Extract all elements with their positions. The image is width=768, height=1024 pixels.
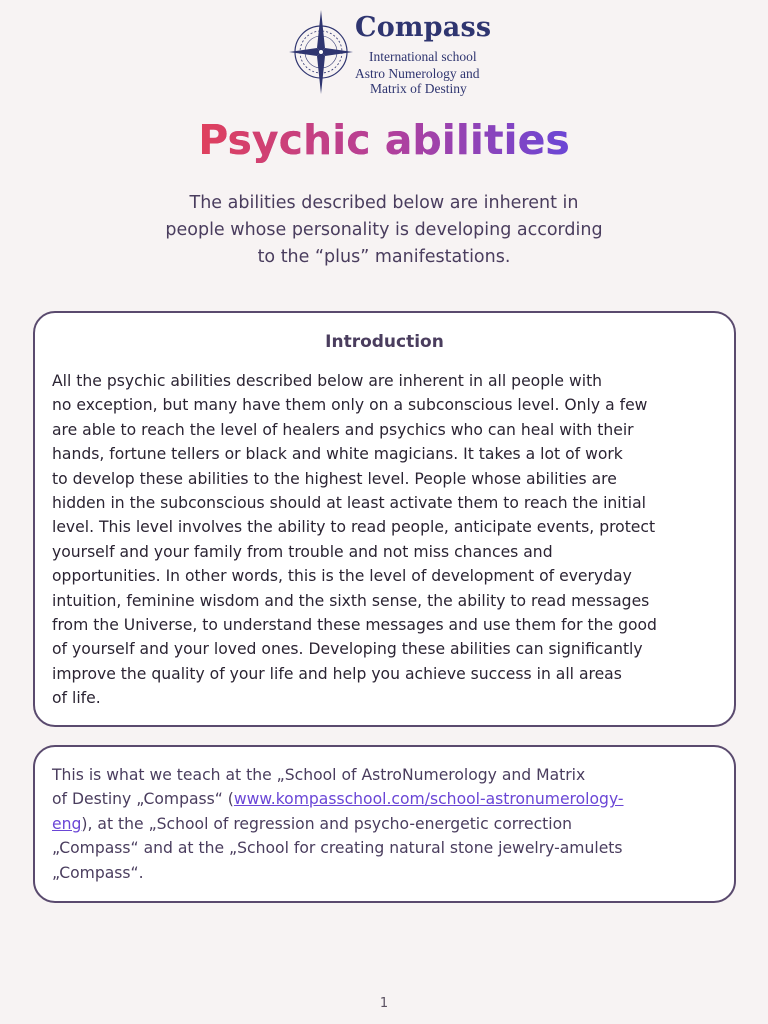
intro-line: of life. xyxy=(52,689,101,708)
compass-star-icon xyxy=(285,8,357,96)
intro-line: All the psychic abilities described below are inherent in all people with xyxy=(52,372,603,390)
school-text xyxy=(52,763,727,885)
subtitle-line: people whose personality is developing according xyxy=(165,220,603,240)
intro-line: to develop these abilities to the highest level. People whose abilities are xyxy=(52,469,617,488)
logo-subtitle-3: Matrix of Destiny xyxy=(370,81,467,96)
logo-brand: Compass xyxy=(355,12,492,43)
school-line: „Compass“ and at the „School for creating natural stone jewelry-amulets xyxy=(52,839,623,858)
intro-line: intuition, feminine wisdom and the sixth sense, the ability to read messages xyxy=(52,591,650,610)
introduction-text xyxy=(52,369,727,711)
logo-subtitle-1: International school xyxy=(369,49,477,64)
page-title-text: Psychic abilities xyxy=(198,116,570,164)
intro-line: hands, fortune tellers or black and white magicians. It takes a lot of work xyxy=(52,445,623,464)
introduction-card xyxy=(33,311,736,727)
school-line: This is what we teach at the „School of AstroNumerology and Matrix xyxy=(52,766,586,784)
school-website-link-continued[interactable]: eng xyxy=(52,814,82,833)
subtitle-line: to the “plus” manifestations. xyxy=(257,247,511,267)
logo xyxy=(285,8,525,98)
page-number: 1 xyxy=(379,996,389,1011)
intro-line: no exception, but many have them only on a subconscious level. Only a few xyxy=(52,396,648,415)
school-line: of Destiny „Compass“ ( xyxy=(52,790,234,809)
school-website-link[interactable]: www.kompasschool.com/school-astronumerology- xyxy=(233,790,624,809)
intro-line: are able to reach the level of healers and psychics who can heal with their xyxy=(52,420,634,439)
page-title xyxy=(0,114,768,166)
subtitle xyxy=(100,190,668,271)
logo-subtitle-2: Astro Numerology and xyxy=(355,66,480,81)
school-line: ), at the „School of regression and psycho-energetic correction xyxy=(81,814,573,833)
intro-line: of yourself and your loved ones. Developing these abilities can significantly xyxy=(52,640,643,659)
introduction-heading: Introduction xyxy=(325,332,444,352)
intro-line: improve the quality of your life and help you achieve success in all areas xyxy=(52,664,622,683)
subtitle-line: The abilities described below are inherent in xyxy=(189,193,579,213)
school-card xyxy=(33,745,736,903)
intro-line: opportunities. In other words, this is the level of development of everyday xyxy=(52,567,632,586)
intro-line: level. This level involves the ability to read people, anticipate events, protect xyxy=(52,518,656,537)
intro-line: from the Universe, to understand these messages and use them for the good xyxy=(52,616,657,635)
intro-line: hidden in the subconscious should at least activate them to reach the initial xyxy=(52,494,646,513)
intro-line: yourself and your family from trouble and not miss chances and xyxy=(52,542,553,561)
school-line: „Compass“. xyxy=(52,863,144,882)
